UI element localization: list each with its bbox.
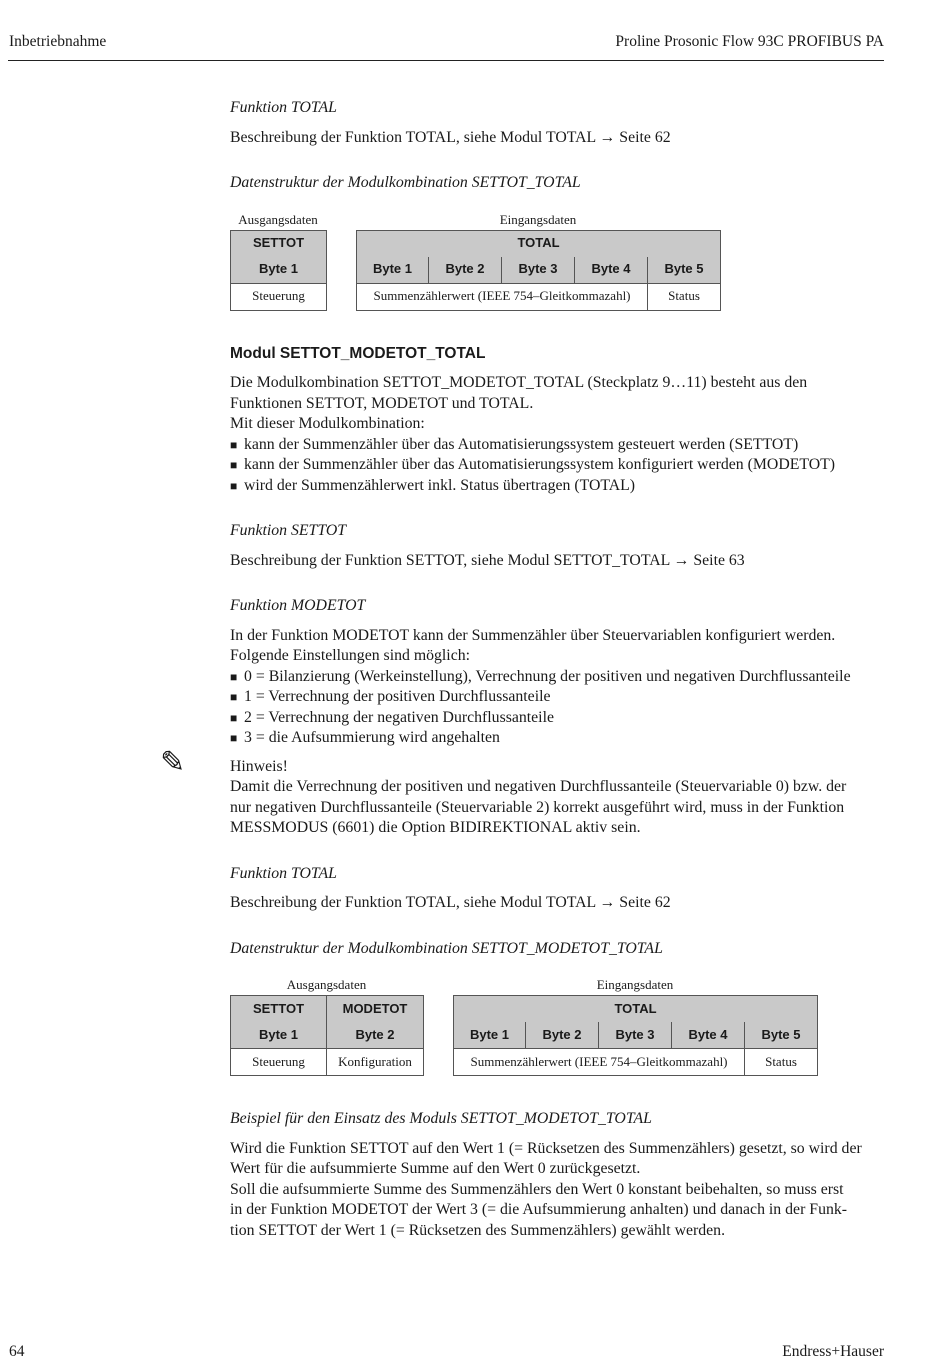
output-header-settot: SETTOT [231, 996, 327, 1023]
modetot-bullet-list [230, 667, 890, 749]
module-bullet-list [230, 435, 890, 497]
example-line-2: Wert für die aufsummierte Summe auf den Wert 0 zurückgesetzt. [230, 1160, 641, 1177]
subhead-datenstruktur-settot-total: Datenstruktur der Modulkombination SETTOT_TOTAL [230, 174, 581, 191]
bullet-square-icon: ■ [230, 710, 238, 725]
data-structure-settot-modetot-total [230, 975, 890, 1097]
input-byte-2: Byte 2 [526, 1022, 599, 1049]
module-intro-line-2: Funktionen SETTOT, MODETOT und TOTAL. [230, 394, 534, 412]
list-item: ■ kann der Summenzähler über das Automatisierungssystem gesteuert werden (SETTOT) [230, 435, 890, 456]
pencil-icon: ✎ [160, 744, 186, 780]
input-byte-5: Byte 5 [648, 257, 721, 284]
list-item: ■ 3 = die Aufsummierung wird angehalten [230, 728, 890, 749]
example-line-1: Wird die Funktion SETTOT auf den Wert 1 (= Rücksetzen des Summenzählers) gesetzt, so wird der [230, 1139, 862, 1157]
input-data-label: Eingangsdaten [499, 211, 577, 227]
bullet-square-icon: ■ [230, 731, 238, 745]
input-byte-3: Byte 3 [599, 1022, 672, 1049]
output-value-konfiguration: Konfiguration [327, 1049, 424, 1076]
subhead-beispiel: Beispiel für den Einsatz des Moduls SETTOT_MODETOT_TOTAL [230, 1110, 652, 1127]
output-byte-2: Byte 2 [327, 1022, 424, 1049]
paragraph-total-ref-2: Beschreibung der Funktion TOTAL, siehe Modul TOTAL → Seite 62 [230, 894, 671, 911]
bullet-square-icon: ■ [230, 437, 238, 452]
input-table [453, 995, 818, 1076]
output-data-label: Ausgangsdaten [286, 977, 367, 992]
input-value-summenzaehlerwert: Summenzählerwert (IEEE 754–Gleitkommazahl) [454, 1049, 745, 1076]
note-box [160, 744, 890, 839]
module-intro-line-3: Mit dieser Modulkombination: [230, 415, 425, 432]
list-item: ■ 0 = Bilanzierung (Werkeinstellung), Verrechnung der positiven und negativen Durchflussanteile [230, 667, 890, 688]
input-value-status: Status [745, 1049, 818, 1076]
output-value-steuerung: Steuerung [231, 1049, 327, 1076]
example-line-3: Soll die aufsummierte Summe des Summenzählers den Wert 0 konstant beibehalten, so muss erst [230, 1180, 844, 1198]
note-title: Hinweis! [230, 757, 288, 775]
input-byte-2: Byte 2 [429, 257, 502, 284]
output-value-steuerung: Steuerung [231, 283, 327, 310]
note-line-2: nur negativen Durchflussanteile (Steuervariable 2) korrekt ausgeführt wird, muss in der Funktion [230, 798, 845, 816]
header-product-title: Proline Prosonic Flow 93C PROFIBUS PA [615, 33, 884, 50]
list-item: ■ 2 = Verrechnung der negativen Durchflussanteile [230, 708, 890, 729]
header-section-title: Inbetriebnahme [9, 33, 107, 50]
output-table [230, 230, 327, 311]
modetot-text-line-2: Folgende Einstellungen sind möglich: [230, 647, 471, 664]
subhead-funktion-total: Funktion TOTAL [230, 99, 337, 116]
input-value-summenzaehlerwert: Summenzählerwert (IEEE 754–Gleitkommazahl) [357, 283, 648, 310]
output-byte-1: Byte 1 [231, 257, 327, 284]
bullet-square-icon: ■ [230, 458, 238, 472]
input-byte-1: Byte 1 [357, 257, 429, 284]
subhead-funktion-total-2: Funktion TOTAL [230, 864, 337, 882]
input-byte-5: Byte 5 [745, 1022, 818, 1049]
main-content [160, 98, 890, 1241]
output-table [230, 995, 424, 1076]
paragraph-settot-ref: Beschreibung der Funktion SETTOT, siehe Modul SETTOT_TOTAL → Seite 63 [230, 551, 745, 569]
example-line-5: tion SETTOT der Wert 1 (= Rücksetzen des Summenzählers) gewählt werden. [230, 1221, 726, 1239]
section-heading-module: Modul SETTOT_MODETOT_TOTAL [230, 344, 486, 362]
data-structure-settot-total [230, 210, 890, 332]
example-line-4: in der Funktion MODETOT der Wert 3 (= die Aufsummierung anhalten) und danach in der Funk- [230, 1201, 848, 1218]
note-line-1: Damit die Verrechnung der positiven und negativen Durchflussanteile (Steuervariable 0) bzw. der [230, 778, 847, 795]
input-table [356, 230, 721, 311]
input-value-status: Status [648, 283, 721, 310]
input-byte-4: Byte 4 [672, 1022, 745, 1049]
output-byte-1: Byte 1 [231, 1022, 327, 1049]
subhead-funktion-settot: Funktion SETTOT [230, 522, 347, 539]
list-item: ■ 1 = Verrechnung der positiven Durchflussanteile [230, 687, 890, 708]
modetot-text-line-1: In der Funktion MODETOT kann der Summenzähler über Steuervariablen konfiguriert werden. [230, 626, 836, 644]
output-header-settot: SETTOT [231, 230, 327, 257]
paragraph-total-ref: Beschreibung der Funktion TOTAL, siehe Modul TOTAL → Seite 62 [230, 128, 671, 146]
output-header-modetot: MODETOT [327, 996, 424, 1023]
header-divider [8, 60, 884, 61]
input-header-total: TOTAL [357, 230, 721, 257]
list-item: ■ kann der Summenzähler über das Automatisierungssystem konfiguriert werden (MODETOT) [230, 455, 890, 476]
input-byte-3: Byte 3 [502, 257, 575, 284]
input-byte-4: Byte 4 [575, 257, 648, 284]
bullet-square-icon: ■ [230, 478, 238, 493]
input-header-total: TOTAL [454, 996, 818, 1023]
input-data-label: Eingangsdaten [596, 977, 674, 992]
bullet-square-icon: ■ [230, 669, 238, 684]
subhead-datenstruktur-settot-modetot-total: Datenstruktur der Modulkombination SETTOT_MODETOT_TOTAL [230, 939, 663, 957]
list-item: ■ wird der Summenzählerwert inkl. Status übertragen (TOTAL) [230, 476, 890, 497]
input-byte-1: Byte 1 [454, 1022, 526, 1049]
subhead-funktion-modetot: Funktion MODETOT [230, 597, 366, 614]
output-data-label: Ausgangsdaten [238, 211, 318, 227]
module-intro-line-1: Die Modulkombination SETTOT_MODETOT_TOTAL (Steckplatz 9…11) besteht aus den [230, 374, 808, 391]
bullet-square-icon: ■ [230, 690, 238, 704]
footer-brand: Endress+Hauser [782, 1343, 884, 1360]
page-number: 64 [9, 1343, 25, 1360]
note-line-3: MESSMODUS (6601) die Option BIDIREKTIONAL aktiv sein. [230, 819, 641, 836]
